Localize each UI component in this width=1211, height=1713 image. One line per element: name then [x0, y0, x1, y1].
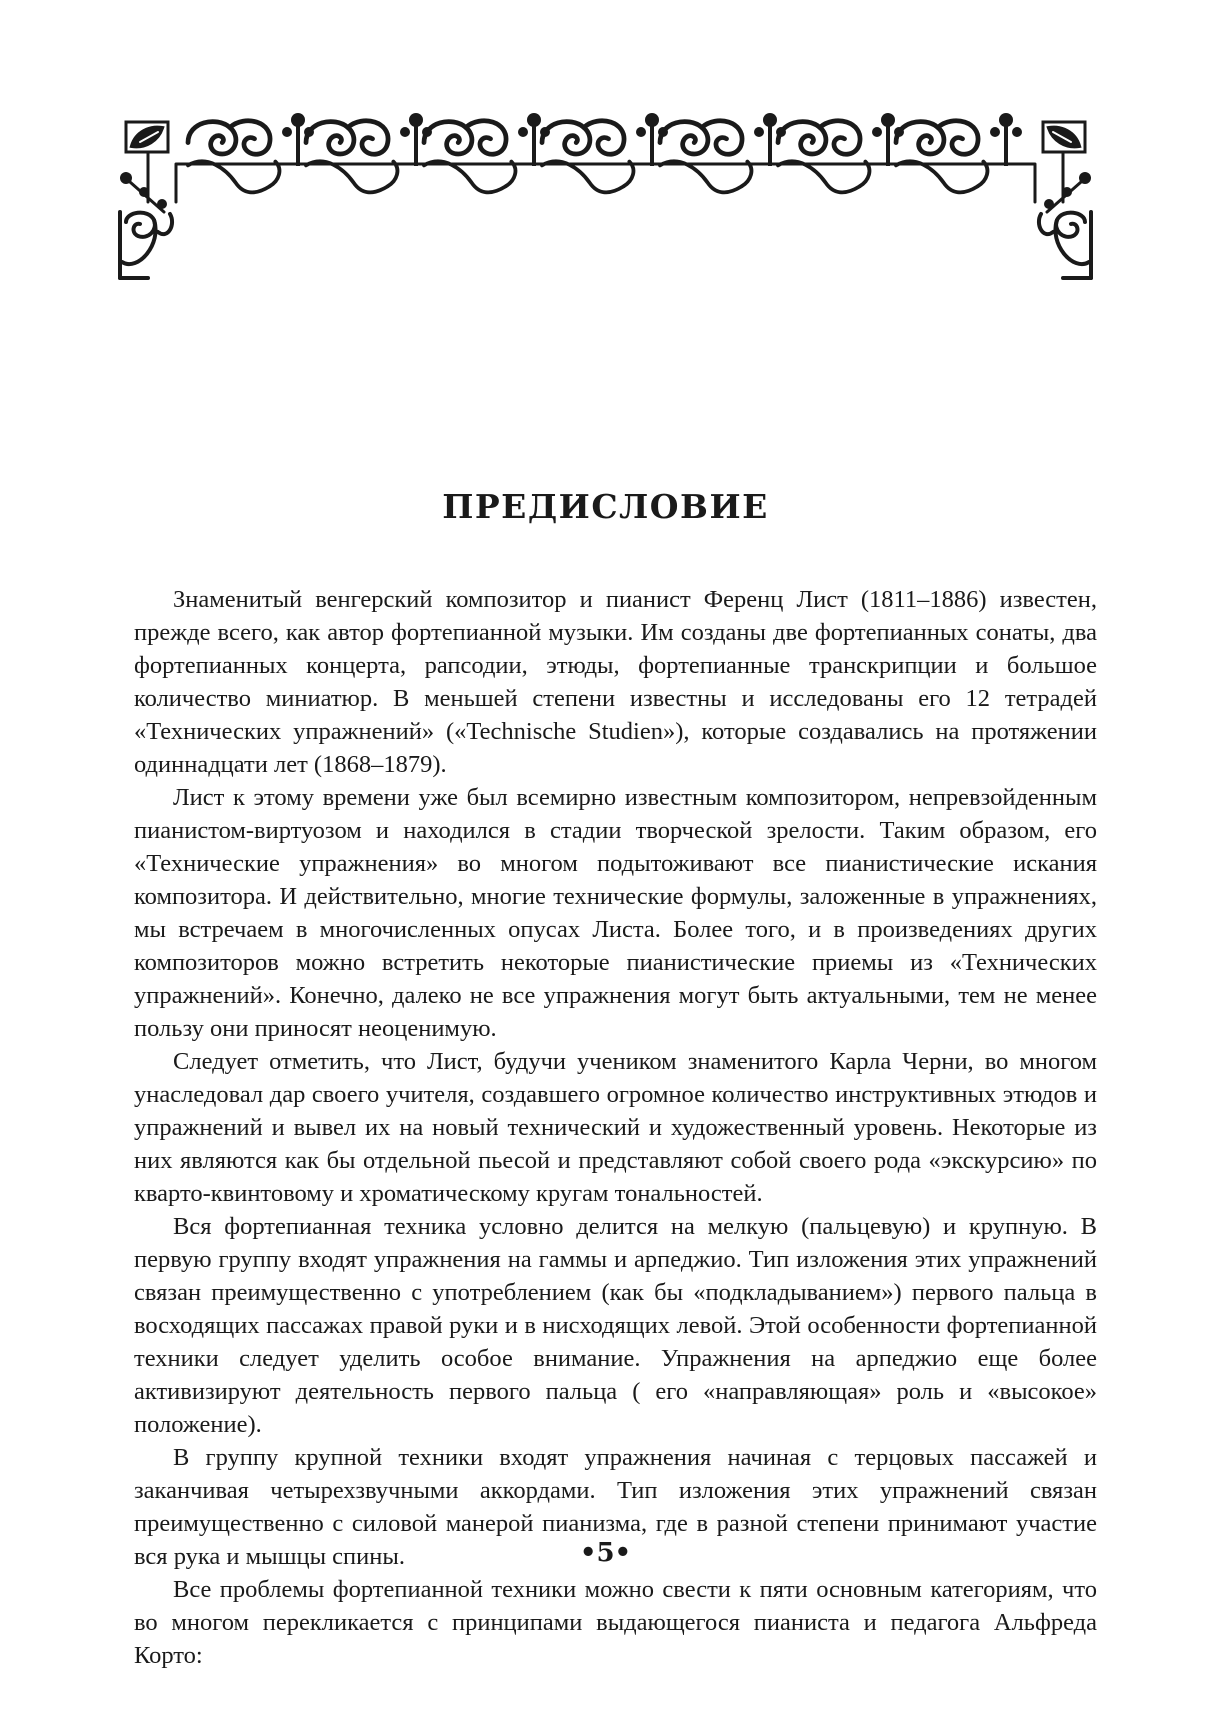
- paragraph: Знаменитый венгерский композитор и пианист Ференц Лист (1811–1886) известен, прежде всего, как автор фортепианной музыки. Им созданы две фортепианных сонаты, два фортепианных концерта, рапсодии, этюды, фортепианные транскрипции и большое количество миниатюр. В меньшей степени известны и исследованы его 12 тетрадей «Технических упражнений» («Technische Studien»), которые создавались на протяжении одиннадцати лет (1868–1879).: [134, 586, 1097, 778]
- paragraph: Лист к этому времени уже был всемирно известным композитором, непревзойденным пианистом-виртуозом и находился в стадии творческой зрелости. Таким образом, его «Технические упражнения» во многом подытоживают все пианистические искания композитора. И действительно, многие технические формулы, заложенные в упражнениях, мы встречаем в многочисленных опусах Листа. Более того, и в произведениях других композиторов можно встретить некоторые пианистические приемы из «Технических упражнений». Конечно, далеко не все упражнения могут быть актуальными, тем не менее пользу они приносят неоценимую.: [134, 784, 1097, 1042]
- paragraph: Вся фортепианная техника условно делится на мелкую (пальцевую) и крупную. В первую группу входят упражнения на гаммы и арпеджио. Тип изложения этих упражнений связан преимущественно с употреблением (как бы «подкладыванием») первого пальца в восходящих пассажах правой руки и в нисходящих левой. Этой особенности фортепианной техники следует уделить особое внимание. Упражнения на арпеджио еще более активизируют деятельность первого пальца ( его «направляющая» роль и «высокое» положение).: [134, 1213, 1097, 1438]
- page-title: ПРЕДИСЛОВИЕ: [442, 487, 769, 526]
- paragraph: Следует отметить, что Лист, будучи учеником знаменитого Карла Черни, во многом унаследовал дар своего учителя, создавшего огромное количество инструктивных этюдов и упражнений и вывел их на новый технический и художественный уровень. Некоторые из них являются как бы отдельной пьесой и представляют собой своего рода «экскурсию» по кварто-квинтовому и хроматическому кругам тональностей.: [134, 1048, 1097, 1207]
- preface-body: [134, 583, 1097, 1672]
- page-number: •5•: [579, 1538, 632, 1568]
- paragraph: В группу крупной техники входят упражнения начиная с терцовых пассажей и заканчивая четырехзвучными аккордами. Тип изложения этих упражнений связан преимущественно с силовой манерой пианизма, где в разной степени принимают участие вся рука и мышцы спины.: [134, 1444, 1097, 1570]
- paragraph: Все проблемы фортепианной техники можно свести к пяти основным категориям, что во многом перекликается с принципами выдающегося пианиста и педагога Альфреда Корто:: [134, 1576, 1097, 1669]
- decorative-header-ornament-icon: [118, 112, 1093, 282]
